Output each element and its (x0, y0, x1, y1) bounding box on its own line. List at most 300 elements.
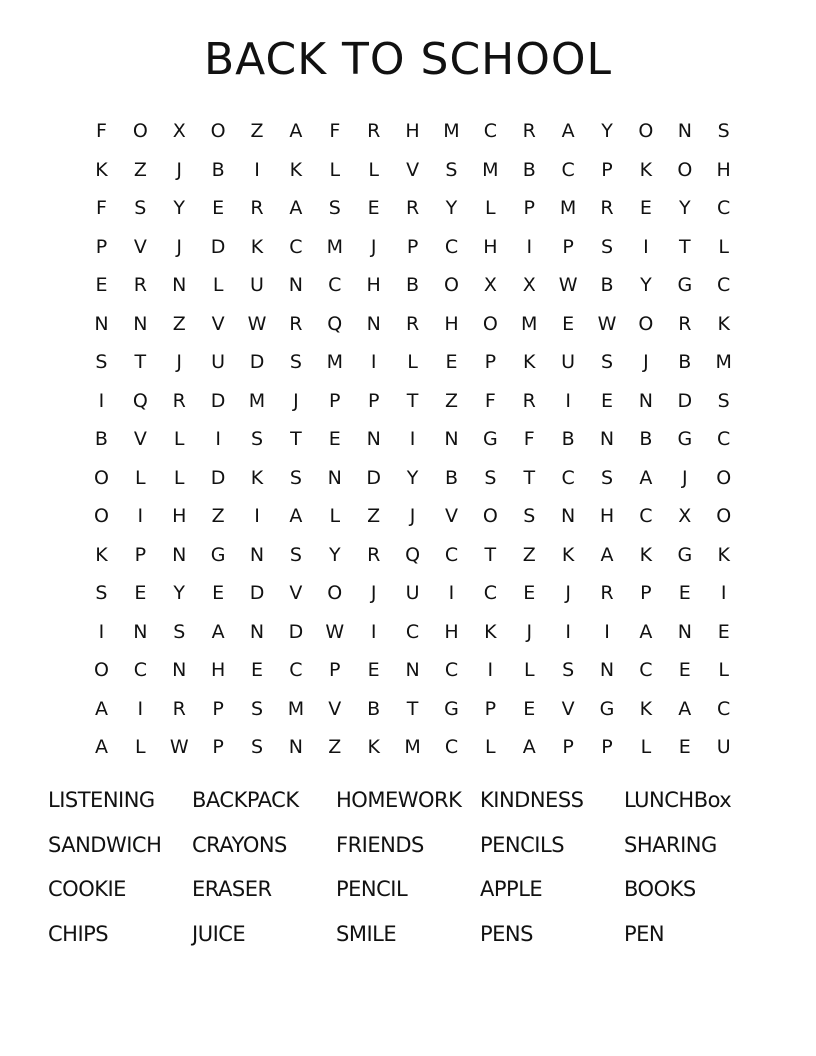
grid-letter: P (601, 158, 613, 181)
grid-letter: V (328, 697, 342, 720)
grid-letter: C (483, 120, 497, 143)
grid-letter: Z (367, 505, 381, 528)
page-title: BACK TO SCHOOL (203, 34, 613, 85)
word-list-item: LUNCHBox (624, 788, 732, 813)
grid-letter: U (405, 582, 420, 605)
grid-letter: E (678, 582, 691, 605)
grid-letter: G (677, 274, 693, 297)
grid-letter: R (522, 389, 536, 412)
grid-letter: O (210, 120, 226, 143)
grid-letter: Y (406, 466, 419, 489)
grid-row (82, 305, 743, 344)
grid-letter: B (639, 428, 653, 451)
grid-row (82, 651, 743, 690)
grid-letter: S (445, 158, 458, 181)
grid-letter: U (716, 736, 731, 759)
grid-letter: V (289, 582, 303, 605)
grid-letter: P (212, 697, 224, 720)
grid-letter: E (328, 428, 341, 451)
grid-letter: T (406, 697, 419, 720)
grid-row (82, 382, 743, 421)
grid-letter: K (639, 543, 653, 566)
grid-letter: S (250, 697, 264, 720)
word-list-item: LISTENING (48, 788, 155, 813)
grid-letter: K (95, 543, 108, 566)
grid-letter: Z (522, 543, 536, 566)
word-list-item: SHARING (624, 832, 717, 857)
grid-letter: S (600, 351, 614, 374)
grid-letter: B (444, 466, 458, 489)
grid-letter: P (562, 736, 574, 759)
grid-letter: Z (250, 120, 264, 143)
grid-letter: R (405, 197, 420, 220)
grid-letter: A (639, 620, 653, 643)
grid-letter: M (559, 197, 577, 220)
grid-letter: N (288, 736, 303, 759)
word-list-item: JUICE (192, 921, 246, 946)
grid-letter: C (717, 697, 731, 720)
grid-letter: E (134, 582, 147, 605)
grid-letter: H (599, 505, 615, 528)
grid-letter: S (95, 351, 108, 374)
grid-letter: N (444, 428, 459, 451)
grid-letter: C (639, 659, 653, 682)
grid-row (82, 497, 743, 536)
grid-letter: Q (327, 312, 343, 335)
grid-letter: Y (679, 197, 691, 220)
grid-letter: V (444, 505, 458, 528)
grid-letter: S (484, 466, 497, 489)
grid-letter: I (370, 620, 377, 643)
grid-letter: X (483, 274, 497, 297)
grid-letter: A (600, 543, 614, 566)
grid-letter: E (445, 351, 458, 374)
grid-letter: H (210, 659, 226, 682)
grid-letter: M (521, 312, 538, 335)
grid-letter: P (212, 736, 224, 759)
grid-letter: E (678, 736, 691, 759)
grid-letter: C (289, 235, 303, 258)
grid-letter: L (368, 158, 379, 181)
grid-letter: R (250, 197, 264, 220)
grid-letter: K (717, 312, 730, 335)
word-list-item: CRAYONS (192, 832, 287, 857)
grid-letter: S (250, 736, 264, 759)
grid-letter: J (176, 351, 183, 374)
grid-letter: R (522, 120, 536, 143)
grid-letter: M (287, 697, 305, 720)
grid-letter: C (717, 274, 731, 297)
grid-letter: J (370, 235, 377, 258)
grid-row (82, 536, 743, 575)
grid-letter: N (249, 620, 265, 643)
grid-letter: C (717, 197, 731, 220)
grid-letter: M (404, 736, 421, 759)
grid-letter: P (640, 582, 652, 605)
grid-letter: N (288, 274, 303, 297)
grid-letter: V (561, 697, 575, 720)
grid-letter: A (289, 505, 303, 528)
grid-letter: X (172, 120, 186, 143)
grid-letter: Y (445, 197, 458, 220)
grid-letter: N (366, 312, 381, 335)
grid-letter: Y (640, 274, 652, 297)
grid-letter: V (406, 158, 420, 181)
grid-letter: X (678, 505, 692, 528)
grid-letter: I (98, 620, 105, 643)
grid-letter: Z (172, 312, 186, 335)
grid-row (82, 420, 743, 459)
grid-letter: N (133, 620, 148, 643)
grid-letter: R (600, 582, 614, 605)
grid-letter: N (172, 659, 187, 682)
grid-row (82, 574, 743, 613)
grid-row (82, 112, 743, 151)
grid-letter: A (678, 697, 692, 720)
grid-letter: C (444, 235, 459, 258)
word-list-item: KINDNESS (480, 788, 584, 813)
grid-letter: W (558, 274, 578, 297)
grid-row (82, 189, 743, 228)
grid-letter: E (678, 659, 691, 682)
grid-letter: Z (133, 158, 147, 181)
grid-letter: J (409, 505, 416, 528)
grid-letter: I (565, 620, 571, 643)
grid-letter: R (289, 312, 303, 335)
grid-letter: Y (173, 582, 186, 605)
grid-letter: E (523, 697, 536, 720)
word-list-item: PENCIL (336, 877, 408, 902)
grid-letter: F (95, 120, 107, 143)
grid-letter: K (561, 543, 575, 566)
grid-letter: I (409, 428, 416, 451)
word-list-item: PEN (624, 921, 665, 946)
grid-letter: L (718, 659, 729, 682)
grid-letter: G (210, 543, 226, 566)
grid-letter: C (133, 659, 147, 682)
grid-letter: O (638, 120, 654, 143)
grid-letter: M (326, 351, 343, 374)
grid-letter: A (211, 620, 225, 643)
grid-letter: A (639, 466, 653, 489)
grid-letter: O (93, 466, 109, 489)
grid-letter: E (95, 274, 108, 297)
grid-letter: B (211, 158, 225, 181)
grid-letter: D (210, 389, 226, 412)
grid-letter: A (522, 736, 536, 759)
grid-letter: B (561, 428, 575, 451)
grid-letter: I (254, 158, 260, 181)
grid-letter: P (367, 389, 380, 412)
grid-letter: X (522, 274, 536, 297)
grid-letter: N (677, 120, 692, 143)
grid-letter: A (561, 120, 575, 143)
grid-letter: R (600, 197, 614, 220)
grid-letter: J (526, 620, 533, 643)
grid-letter: C (444, 659, 459, 682)
grid-letter: M (715, 351, 732, 374)
grid-letter: J (370, 582, 377, 605)
grid-letter: R (367, 120, 381, 143)
grid-letter: T (290, 428, 302, 451)
grid-letter: L (329, 505, 341, 528)
grid-letter: Z (444, 389, 458, 412)
grid-letter: O (677, 158, 693, 181)
grid-letter: T (406, 389, 419, 412)
grid-letter: R (133, 274, 147, 297)
word-list-item: COOKIE (48, 877, 126, 902)
grid-letter: J (682, 466, 688, 489)
grid-letter: L (485, 736, 496, 759)
grid-letter: N (561, 505, 576, 528)
grid-letter: K (289, 158, 303, 181)
grid-letter: N (172, 543, 187, 566)
grid-letter: D (677, 389, 693, 412)
grid-letter: A (289, 120, 303, 143)
grid-letter: W (597, 312, 617, 335)
grid-letter: V (133, 428, 147, 451)
grid-letter: I (643, 235, 649, 258)
grid-letter: S (717, 120, 730, 143)
grid-letter: N (94, 312, 109, 335)
grid-letter: O (716, 505, 732, 528)
grid-letter: E (601, 389, 614, 412)
grid-letter: A (289, 197, 303, 220)
grid-letter: G (599, 697, 615, 720)
word-list-item: CHIPS (48, 921, 109, 946)
grid-letter: D (210, 235, 226, 258)
grid-letter: P (95, 235, 108, 258)
grid-letter: D (249, 351, 265, 374)
grid-letter: C (328, 274, 342, 297)
grid-letter: S (95, 582, 108, 605)
grid-letter: K (484, 620, 497, 643)
grid-letter: G (482, 428, 498, 451)
grid-letter: B (94, 428, 108, 451)
grid-letter: S (523, 505, 536, 528)
grid-letter: Y (328, 543, 341, 566)
word-list-item: SANDWICH (48, 832, 162, 857)
grid-letter: S (173, 620, 186, 643)
grid-letter: I (487, 659, 494, 682)
grid-letter: N (599, 659, 615, 682)
grid-letter: P (406, 235, 419, 258)
grid-letter: C (561, 466, 575, 489)
grid-letter: H (444, 312, 459, 335)
grid-letter: Y (601, 120, 613, 143)
grid-letter: S (562, 659, 575, 682)
grid-letter: O (482, 505, 498, 528)
grid-letter: C (483, 582, 497, 605)
grid-letter: O (482, 312, 498, 335)
grid-letter: I (448, 582, 455, 605)
grid-letter: I (98, 389, 105, 412)
grid-letter: E (212, 582, 225, 605)
grid-row (82, 151, 743, 190)
grid-letter: K (639, 158, 653, 181)
grid-letter: F (484, 389, 496, 412)
grid-letter: L (135, 736, 146, 759)
grid-letter: S (328, 197, 341, 220)
grid-letter: R (172, 389, 186, 412)
grid-letter: V (211, 312, 225, 335)
grid-letter: G (444, 697, 459, 720)
grid-letter: K (639, 697, 653, 720)
grid-letter: F (523, 428, 535, 451)
grid-letter: C (639, 505, 653, 528)
grid-letter: P (329, 389, 341, 412)
grid-letter: K (717, 543, 730, 566)
grid-letter: B (678, 351, 692, 374)
grid-letter: J (643, 351, 649, 374)
grid-letter: L (485, 197, 496, 220)
grid-letter: N (133, 312, 148, 335)
grid-letter: U (250, 274, 264, 297)
letter-grid (82, 112, 743, 767)
grid-letter: R (367, 543, 381, 566)
grid-letter: P (484, 351, 497, 374)
grid-letter: E (251, 659, 264, 682)
grid-letter: E (717, 620, 730, 643)
grid-letter: O (443, 274, 459, 297)
grid-letter: P (484, 697, 497, 720)
grid-letter: T (679, 235, 691, 258)
grid-letter: M (248, 389, 266, 412)
grid-letter: K (95, 158, 108, 181)
grid-letter: J (565, 582, 571, 605)
grid-letter: C (444, 543, 459, 566)
grid-letter: P (562, 235, 574, 258)
grid-letter: Q (405, 543, 421, 566)
grid-letter: O (93, 505, 109, 528)
grid-letter: F (95, 197, 107, 220)
grid-letter: R (405, 312, 420, 335)
word-list-item: PENS (480, 921, 533, 946)
grid-letter: H (483, 235, 498, 258)
grid-letter: D (210, 466, 226, 489)
grid-letter: B (600, 274, 614, 297)
grid-letter: S (600, 235, 614, 258)
grid-letter: R (172, 697, 186, 720)
grid-letter: L (173, 428, 185, 451)
grid-letter: Y (173, 197, 186, 220)
grid-letter: C (405, 620, 420, 643)
grid-letter: D (288, 620, 304, 643)
grid-letter: T (134, 351, 147, 374)
grid-letter: P (329, 659, 341, 682)
grid-letter: T (523, 466, 536, 489)
grid-letter: D (249, 582, 265, 605)
grid-letter: Z (328, 736, 342, 759)
grid-letter: M (326, 235, 343, 258)
grid-row (82, 613, 743, 652)
grid-letter: O (93, 659, 109, 682)
grid-letter: D (366, 466, 381, 489)
grid-letter: A (94, 736, 108, 759)
grid-letter: K (250, 235, 264, 258)
grid-letter: A (94, 697, 108, 720)
grid-letter: S (289, 351, 302, 374)
grid-letter: I (526, 235, 533, 258)
grid-letter: E (523, 582, 536, 605)
grid-letter: V (133, 235, 147, 258)
grid-letter: Z (211, 505, 225, 528)
grid-letter: N (249, 543, 265, 566)
grid-letter: L (173, 466, 185, 489)
grid-letter: L (135, 466, 146, 489)
word-list-item: FRIENDS (336, 832, 424, 857)
grid-letter: R (678, 312, 692, 335)
grid-letter: P (134, 543, 147, 566)
grid-letter: E (367, 197, 380, 220)
word-list-item: ERASER (192, 877, 272, 902)
grid-letter: Q (132, 389, 148, 412)
word-list-item: PENCILS (480, 832, 565, 857)
grid-letter: C (717, 428, 731, 451)
grid-letter: N (677, 620, 692, 643)
grid-letter: C (561, 158, 575, 181)
grid-letter: S (600, 466, 614, 489)
grid-letter: G (677, 543, 693, 566)
grid-letter: K (367, 736, 380, 759)
grid-letter: K (523, 351, 536, 374)
grid-letter: G (677, 428, 693, 451)
grid-letter: J (293, 389, 299, 412)
grid-letter: N (405, 659, 420, 682)
grid-letter: S (289, 543, 302, 566)
grid-letter: B (367, 697, 381, 720)
grid-letter: O (638, 312, 654, 335)
word-list-item: SMILE (336, 921, 397, 946)
grid-letter: F (329, 120, 341, 143)
grid-letter: N (599, 428, 615, 451)
grid-letter: S (289, 466, 302, 489)
grid-letter: I (604, 620, 610, 643)
grid-letter: M (443, 120, 460, 143)
grid-letter: O (132, 120, 148, 143)
grid-letter: I (254, 505, 260, 528)
grid-letter: E (367, 659, 380, 682)
grid-letter: E (562, 312, 575, 335)
grid-letter: T (484, 543, 497, 566)
grid-letter: O (716, 466, 732, 489)
grid-letter: B (522, 158, 536, 181)
grid-letter: I (720, 582, 727, 605)
grid-row (82, 459, 743, 498)
grid-letter: O (327, 582, 343, 605)
grid-letter: L (212, 274, 224, 297)
grid-letter: N (366, 428, 381, 451)
word-list-item: BACKPACK (192, 788, 299, 813)
grid-letter: H (172, 505, 187, 528)
grid-letter: W (247, 312, 267, 335)
grid-letter: S (134, 197, 147, 220)
grid-letter: U (561, 351, 576, 374)
grid-letter: N (172, 274, 187, 297)
grid-row (82, 266, 743, 305)
grid-letter: L (640, 736, 652, 759)
grid-letter: H (405, 120, 420, 143)
word-list-item: HOMEWORK (336, 788, 462, 813)
word-list-item: APPLE (480, 877, 543, 902)
grid-letter: C (444, 736, 459, 759)
grid-letter: M (482, 158, 499, 181)
grid-letter: N (327, 466, 342, 489)
grid-letter: I (137, 505, 144, 528)
grid-letter: I (137, 697, 144, 720)
word-list (48, 778, 788, 956)
grid-letter: S (717, 389, 730, 412)
